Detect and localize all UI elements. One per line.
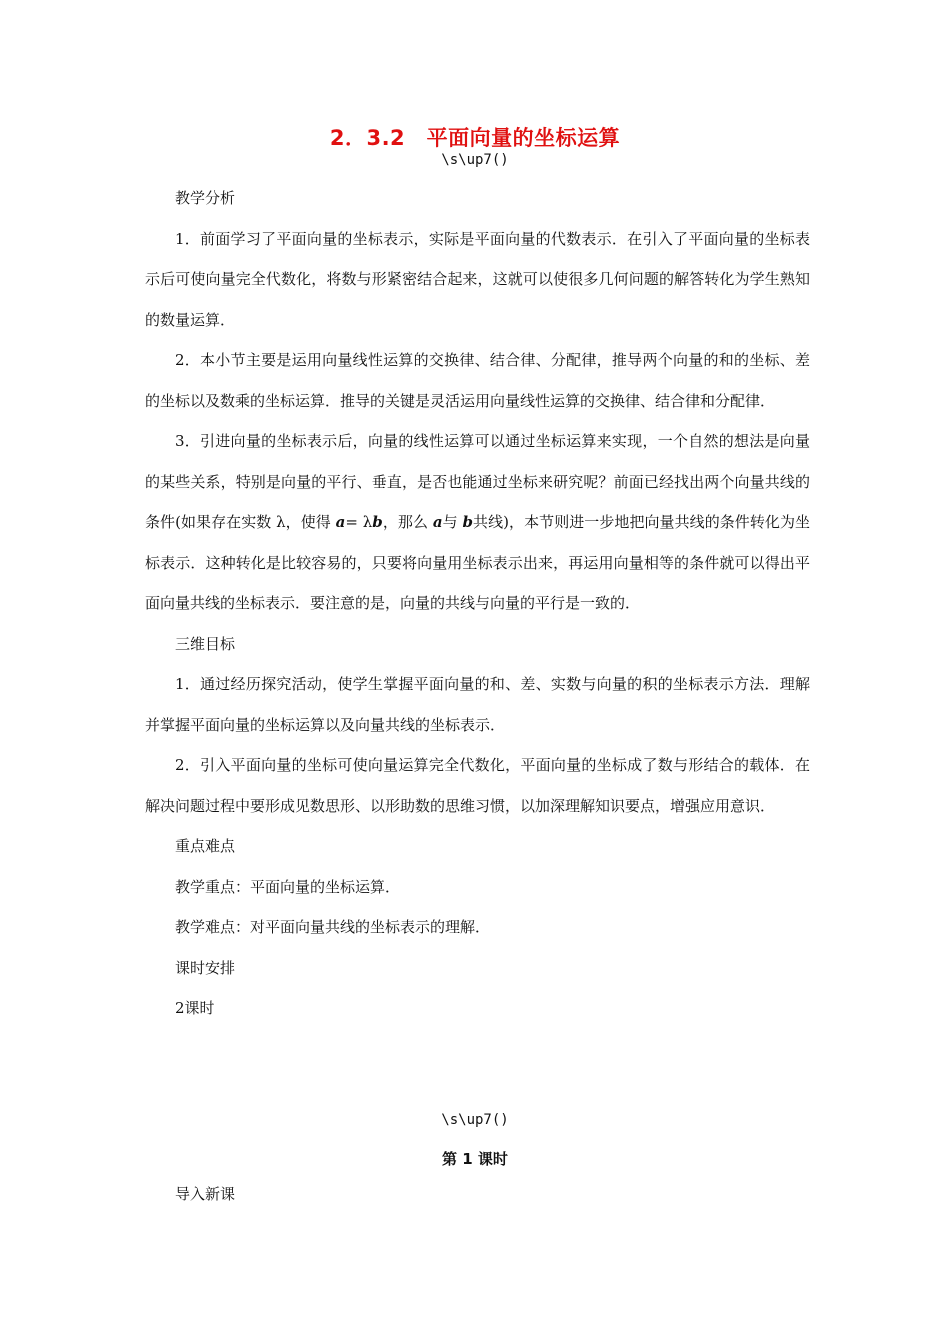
analysis-section [145,178,810,1029]
code-marker-2: \s\up7() [441,1112,509,1128]
vector-b: b [462,513,473,531]
goals-heading: 三维目标 [175,634,236,653]
vector-a: a [335,513,346,531]
analysis-heading: 教学分析 [175,189,236,207]
lesson-title: 第 1 课时 [442,1150,508,1168]
analysis-paragraph-1: 1．前面学习了平面向量的坐标表示，实际是平面向量的代数表示．在引入了平面向量的坐标表示后可使向量完全代数化，将数与形紧密结合起来，这就可以使很多几何问题的解答转化为学生熟知的数量运算． [145,229,810,329]
vector-b: b [372,513,383,531]
analysis-paragraph-3: 3．引进向量的坐标表示后，向量的线性运算可以通过坐标运算来实现，一个自然的想法是向量的某些关系，特别是向量的平行、垂直，是否也能通过坐标来研究呢？前面已经找出两个向量共线的条件(如果存在实数 λ，使得 a= λb，那么 a与 b共线)，本节则进一步地把向量共线的条件转化为坐标表示．这种转化是比较容易的，只要将向量用坐标表示出来，再运用向量相等的条件就可以得出平面向量共线的坐标表示．要注意的是，向量的共线与向量的平行是一致的． [145,432,810,612]
intro-section [145,1174,810,1215]
schedule-value: 2课时 [175,999,215,1017]
vector-a: a [432,513,443,531]
analysis-paragraph-2: 2．本小节主要是运用向量线性运算的交换律、结合律、分配律，推导两个向量的和的坐标、差的坐标以及数乘的坐标运算．推导的关键是灵活运用向量线性运算的交换律、结合律和分配律． [145,351,810,410]
code-marker: \s\up7() [441,152,509,168]
key-point: 教学重点：平面向量的坐标运算． [175,877,401,896]
intro-heading: 导入新课 [175,1185,236,1203]
schedule-heading: 课时安排 [175,958,236,977]
key-heading: 重点难点 [175,837,236,855]
page-title: 2．3.2 平面向量的坐标运算 [329,126,621,150]
difficult-point: 教学难点：对平面向量共线的坐标表示的理解． [175,918,491,936]
goals-paragraph-2: 2．引入平面向量的坐标可使向量运算完全代数化，平面向量的坐标成了数与形结合的载体．在解决问题过程中要形成见数思形、以形助数的思维习惯，以加深理解知识要点，增强应用意识． [145,756,810,815]
goals-paragraph-1: 1．通过经历探究活动，使学生掌握平面向量的和、差、实数与向量的积的坐标表示方法．理解并掌握平面向量的坐标运算以及向量共线的坐标表示． [145,675,810,734]
